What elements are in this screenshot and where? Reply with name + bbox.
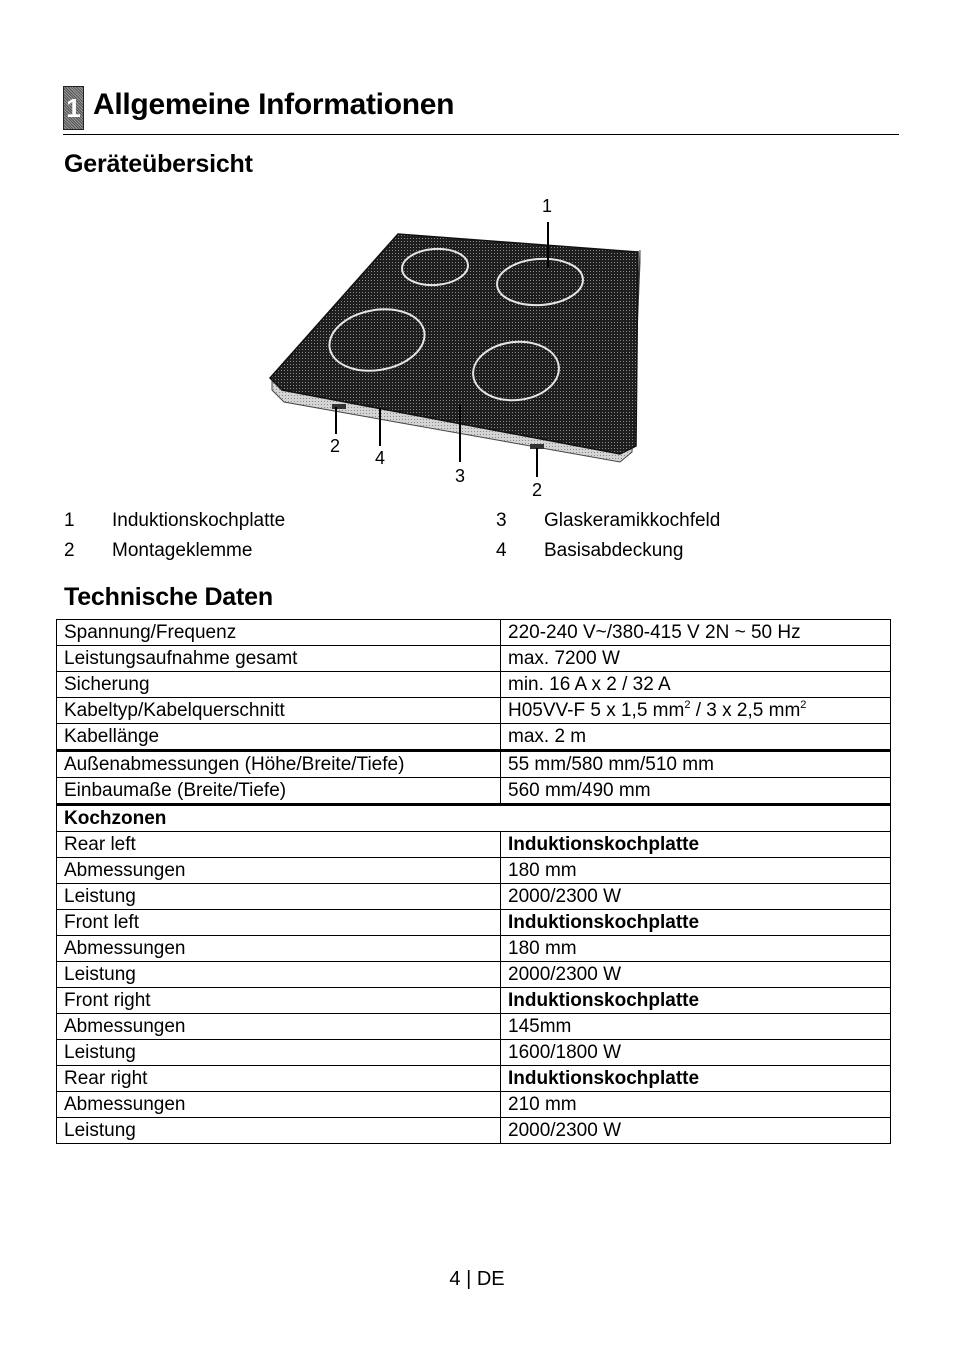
table-row: [57, 751, 891, 778]
row-value: 2000/2300 W: [501, 962, 891, 988]
row-label: Rear left: [57, 832, 501, 858]
table-row: [57, 646, 891, 672]
row-value: max. 7200 W: [501, 646, 891, 672]
row-value: [501, 698, 891, 724]
table-section-row: [57, 805, 891, 832]
row-value: 145mm: [501, 1014, 891, 1040]
table-row: [57, 962, 891, 988]
callout-3: 3: [455, 466, 466, 486]
row-label: Front right: [57, 988, 501, 1014]
superscript: 2: [800, 699, 807, 711]
row-label: Einbaumaße (Breite/Tiefe): [57, 778, 501, 805]
table-row: [57, 936, 891, 962]
legend-number: 2: [64, 540, 75, 561]
legend-number: 4: [496, 540, 507, 561]
row-label: Leistungsaufnahme gesamt: [57, 646, 501, 672]
row-label: Abmessungen: [57, 936, 501, 962]
row-value: Induktionskochplatte: [501, 910, 891, 936]
legend-number: 1: [64, 510, 75, 531]
row-label: Abmessungen: [57, 1014, 501, 1040]
row-label: Leistung: [57, 884, 501, 910]
table-row: [57, 910, 891, 936]
table-row: [57, 1118, 891, 1144]
table-row: [57, 1014, 891, 1040]
table-row: [57, 1066, 891, 1092]
section-label: Kochzonen: [57, 805, 891, 832]
table-row: [57, 988, 891, 1014]
row-value: 55 mm/580 mm/510 mm: [501, 751, 891, 778]
row-value: 2000/2300 W: [501, 1118, 891, 1144]
row-value: Induktionskochplatte: [501, 988, 891, 1014]
table-row: [57, 1040, 891, 1066]
table-row: [57, 1092, 891, 1118]
chapter-number: 1: [63, 86, 84, 130]
legend-label: Induktionskochplatte: [112, 510, 286, 531]
row-label: Sicherung: [57, 672, 501, 698]
row-label: Kabellänge: [57, 724, 501, 751]
legend-label: Montageklemme: [112, 540, 253, 561]
superscript: 2: [684, 699, 691, 711]
cooktop-illustration: [260, 190, 660, 505]
table-row: [57, 778, 891, 805]
row-label: Rear right: [57, 1066, 501, 1092]
legend-number: 3: [496, 510, 507, 531]
row-value: max. 2 m: [501, 724, 891, 751]
callout-2-left: 2: [330, 436, 341, 456]
cable-type-b: / 3 x 2,5 mm: [690, 700, 801, 721]
table-row: [57, 698, 891, 724]
row-value: 1600/1800 W: [501, 1040, 891, 1066]
cooktop-drawing: [260, 190, 660, 505]
row-value: 210 mm: [501, 1092, 891, 1118]
chapter-title: Allgemeine Informationen: [93, 88, 455, 121]
row-label: Abmessungen: [57, 1092, 501, 1118]
row-label: Leistung: [57, 1040, 501, 1066]
row-value: 180 mm: [501, 858, 891, 884]
row-label: Abmessungen: [57, 858, 501, 884]
row-label: Kabeltyp/Kabelquerschnitt: [57, 698, 501, 724]
cable-type-a: H05VV-F 5 x 1,5 mm: [508, 700, 685, 721]
spec-table: [56, 619, 891, 1144]
row-value: min. 16 A x 2 / 32 A: [501, 672, 891, 698]
row-value: Induktionskochplatte: [501, 832, 891, 858]
legend-label: Glaskeramikkochfeld: [544, 510, 721, 531]
chapter-header: [63, 86, 899, 135]
table-row: [57, 724, 891, 751]
table-row: [57, 832, 891, 858]
row-value: Induktionskochplatte: [501, 1066, 891, 1092]
row-label: Leistung: [57, 962, 501, 988]
row-label: Spannung/Frequenz: [57, 620, 501, 646]
overview-heading: Geräteübersicht: [64, 150, 253, 178]
row-label: Außenabmessungen (Höhe/Breite/Tiefe): [57, 751, 501, 778]
table-row: [57, 620, 891, 646]
tech-heading: Technische Daten: [64, 583, 273, 611]
legend-label: Basisabdeckung: [544, 540, 684, 561]
row-value: 220-240 V~/380-415 V 2N ~ 50 Hz: [501, 620, 891, 646]
row-value: 180 mm: [501, 936, 891, 962]
page-footer: 4 | DE: [449, 1268, 505, 1290]
table-row: [57, 858, 891, 884]
table-row: [57, 884, 891, 910]
row-label: Leistung: [57, 1118, 501, 1144]
callout-4: 4: [375, 448, 386, 468]
row-label: Front left: [57, 910, 501, 936]
row-value: 2000/2300 W: [501, 884, 891, 910]
callout-1: 1: [542, 196, 553, 216]
table-row: [57, 672, 891, 698]
row-value: 560 mm/490 mm: [501, 778, 891, 805]
callout-2-right: 2: [532, 480, 543, 500]
